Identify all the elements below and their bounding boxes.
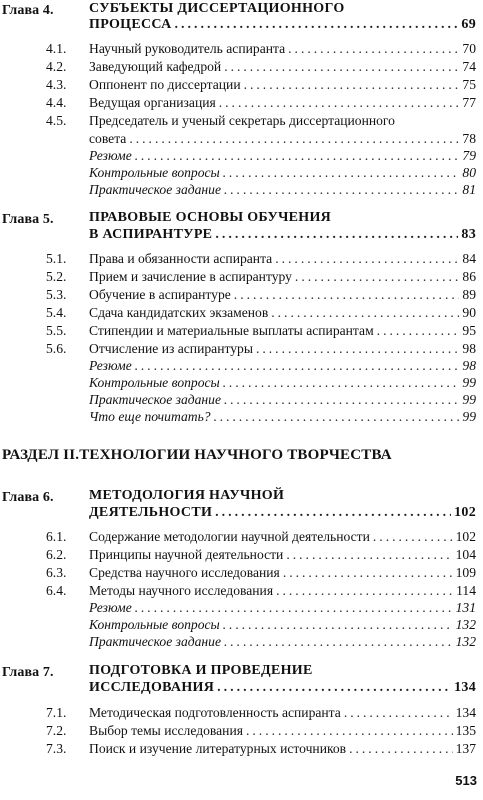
- toc-item[interactable]: 5.2. Прием и зачисление в аспирантуру ..... 86: [0, 268, 483, 285]
- toc-item[interactable]: 5.3. Обучение в аспирантуре ..... 89: [0, 286, 483, 303]
- chapter-title-line1: МЕТОДОЛОГИЯ НАУЧНОЙ: [89, 488, 285, 503]
- toc-item[interactable]: 6.4. Методы научного исследования ..... 114: [0, 582, 483, 599]
- page-ref: 132: [455, 617, 476, 632]
- page-ref: 84: [462, 251, 476, 266]
- page-ref: 77: [462, 95, 476, 110]
- page-ref: 90: [462, 305, 476, 320]
- page-ref: 75: [462, 77, 476, 92]
- toc-item[interactable]: 4.2. Заведующий кафедрой ..... 74: [0, 58, 483, 75]
- page-ref: 99: [462, 409, 476, 424]
- toc-item[interactable]: 7.2. Выбор темы исследования ..... 135: [0, 722, 483, 739]
- chapter-label: Глава 7.: [2, 665, 54, 680]
- page-ref: 89: [462, 287, 476, 302]
- item-number: 4.5.: [46, 113, 67, 128]
- page-ref: 102: [454, 505, 476, 520]
- page-ref: 86: [462, 269, 476, 284]
- page-ref: 74: [462, 59, 476, 74]
- toc-item[interactable]: 4.3. Оппонент по диссертации ..... 75: [0, 76, 483, 93]
- chapter-title-line2[interactable]: В АСПИРАНТУРЕ ..... 83: [89, 227, 476, 243]
- toc-item-continued[interactable]: совета ..... 78: [0, 130, 483, 147]
- page-ref: 80: [462, 165, 476, 180]
- toc-extra[interactable]: Контрольные вопросы ..... 132: [0, 616, 483, 633]
- section-label: РАЗДЕЛ II.: [2, 447, 80, 463]
- item-number: 5.1.: [46, 251, 67, 266]
- toc-item[interactable]: 6.3. Средства научного исследования ..... 109: [0, 564, 483, 581]
- toc-item[interactable]: 5.4. Сдача кандидатских экзаменов ..... 90: [0, 304, 483, 321]
- toc-extra[interactable]: Что еще почитать? ..... 99: [0, 408, 483, 425]
- toc-extra[interactable]: Резюме ..... 98: [0, 357, 483, 374]
- item-number: 5.6.: [46, 341, 67, 356]
- page-ref: 114: [456, 583, 476, 598]
- page-ref: 109: [455, 565, 476, 580]
- section-title: ТЕХНОЛОГИИ НАУЧНОГО ТВОРЧЕСТВА: [79, 447, 392, 463]
- page-ref: 131: [455, 600, 476, 615]
- chapter-label: Глава 4.: [2, 3, 54, 18]
- page-ref: 99: [462, 392, 476, 407]
- item-number: 5.4.: [46, 305, 67, 320]
- item-number: 5.3.: [46, 287, 67, 302]
- item-number: 4.2.: [46, 59, 67, 74]
- toc-extra[interactable]: Контрольные вопросы ..... 80: [0, 164, 483, 181]
- page-ref: 98: [462, 341, 476, 356]
- page-ref: 102: [455, 529, 476, 544]
- page-ref: 134: [455, 705, 476, 720]
- page-ref: 95: [462, 323, 476, 338]
- toc-item[interactable]: 4.4. Ведущая организация ..... 77: [0, 94, 483, 111]
- item-number: 7.2.: [46, 723, 67, 738]
- page-ref: 104: [455, 547, 476, 562]
- section-heading[interactable]: [2, 446, 480, 464]
- item-number: 5.5.: [46, 323, 67, 338]
- page-number: 513: [455, 773, 477, 788]
- chapter-label: Глава 5.: [2, 212, 54, 227]
- toc-item[interactable]: 4.1. Научный руководитель аспиранта ..... 70: [0, 40, 483, 57]
- item-number: 6.2.: [46, 547, 67, 562]
- toc-extra[interactable]: Практическое задание ..... 99: [0, 391, 483, 408]
- page-ref: 134: [454, 680, 476, 695]
- page-ref: 70: [462, 41, 476, 56]
- chapter-label: Глава 6.: [2, 490, 54, 505]
- item-number: 6.1.: [46, 529, 67, 544]
- toc-extra[interactable]: Практическое задание ..... 81: [0, 181, 483, 198]
- page-ref: 99: [462, 375, 476, 390]
- toc-item[interactable]: 7.1. Методическая подготовленность аспиранта ..... 134: [0, 704, 483, 721]
- chapter-title-line2[interactable]: ИССЛЕДОВАНИЯ ..... 134: [89, 680, 476, 696]
- item-number: 7.1.: [46, 705, 67, 720]
- item-number: 7.3.: [46, 741, 67, 756]
- toc-item[interactable]: 7.3. Поиск и изучение литературных источников ..... 137: [0, 740, 483, 757]
- chapter-title-line2[interactable]: ПРОЦЕССА ..... 69: [89, 17, 476, 33]
- item-number: 5.2.: [46, 269, 67, 284]
- page-ref: 79: [462, 148, 476, 163]
- toc-item[interactable]: [0, 112, 483, 129]
- page-ref: 78: [462, 131, 476, 146]
- toc-extra[interactable]: Резюме ..... 79: [0, 147, 483, 164]
- page-ref: 98: [462, 358, 476, 373]
- toc-extra[interactable]: Резюме ..... 131: [0, 599, 483, 616]
- toc-extra[interactable]: Контрольные вопросы ..... 99: [0, 374, 483, 391]
- page-ref: 69: [461, 17, 476, 32]
- chapter-title-line1: ПОДГОТОВКА И ПРОВЕДЕНИЕ: [89, 663, 313, 678]
- chapter-title-line1: СУБЪЕКТЫ ДИССЕРТАЦИОННОГО: [89, 1, 345, 16]
- item-text-line1: Председатель и ученый секретарь диссертационного: [89, 113, 395, 128]
- toc-item[interactable]: 6.1. Содержание методологии научной деятельности ..... 102: [0, 528, 483, 545]
- item-number: 6.3.: [46, 565, 67, 580]
- page-ref: 137: [455, 741, 476, 756]
- toc-item[interactable]: 6.2. Принципы научной деятельности ..... 104: [0, 546, 483, 563]
- toc-extra[interactable]: Практическое задание ..... 132: [0, 633, 483, 650]
- toc-item[interactable]: 5.5. Стипендии и материальные выплаты аспирантам ..... 95: [0, 322, 483, 339]
- toc-item[interactable]: 5.6. Отчисление из аспирантуры ..... 98: [0, 340, 483, 357]
- toc-item[interactable]: 5.1. Права и обязанности аспиранта ..... 84: [0, 250, 483, 267]
- page-ref: 135: [455, 723, 476, 738]
- page-ref: 83: [461, 227, 476, 242]
- page-ref: 132: [455, 634, 476, 649]
- chapter-title-line2[interactable]: ДЕЯТЕЛЬНОСТИ ..... 102: [89, 505, 476, 521]
- page-ref: 81: [462, 182, 476, 197]
- item-number: 4.3.: [46, 77, 67, 92]
- chapter-title-line1: ПРАВОВЫЕ ОСНОВЫ ОБУЧЕНИЯ: [89, 210, 332, 225]
- item-number: 4.4.: [46, 95, 67, 110]
- item-number: 6.4.: [46, 583, 67, 598]
- item-number: 4.1.: [46, 41, 67, 56]
